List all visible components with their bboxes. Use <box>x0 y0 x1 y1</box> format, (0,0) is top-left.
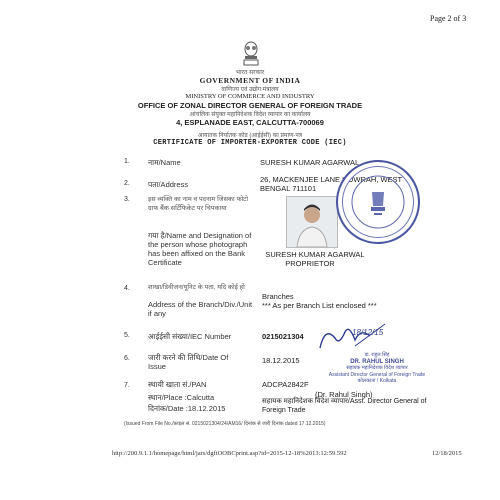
row-number: 5. <box>124 332 130 339</box>
stamp-line: DR. RAHUL SINGH <box>350 358 404 365</box>
field-label-hindi: इस व्यक्ति का नाम व पदनाम जिसका फोटो ग्राफ बैंक सर्टिफिकेट पर चिपकाया <box>148 196 249 212</box>
signature-date: 18/12/15 <box>352 328 384 337</box>
official-seal <box>336 160 420 244</box>
place: स्थान/Place :Calcutta <box>148 393 215 402</box>
page-number: Page 2 of 3 <box>430 14 467 23</box>
ministry-title: MINISTRY OF COMMERCE AND INDUSTRY <box>185 93 315 100</box>
stamp-line: डा. राहुल सिंह <box>364 352 390 358</box>
hindi-ministry: वाणिज्य एवं उद्योग मंत्रालय <box>221 87 279 93</box>
certificate-title: CERTIFICATE OF IMPORTER-EXPORTER CODE (IEC) <box>153 139 347 147</box>
field-value-pan: ADCPA2842F <box>262 380 309 389</box>
stamp-line: कोलकाता / Kolkata <box>357 378 397 384</box>
hindi-certificate-title: आयातक निर्यातक कोड (आईईसी) का प्रमाण-पत्र <box>197 133 303 139</box>
stamp-line: Assistant Director General of Foreign Trade <box>328 371 426 378</box>
field-label: नाम/Name <box>148 158 181 167</box>
national-emblem-icon <box>240 40 262 68</box>
photo-caption-name: SURESH KUMAR AGARWAL <box>265 250 365 259</box>
field-label-hindi: शाखा/डिवीजन/यूनिट के पता, यदि कोई हो <box>148 284 245 291</box>
designation-stamp <box>322 352 432 385</box>
row-number: 2. <box>124 180 130 187</box>
field-value-iec: 0215021304 <box>262 332 304 341</box>
hindi-government: भारत सरकार <box>235 70 265 76</box>
issued-from-note: (Issued From File No./फ़ाइल सं. 0215021304/24/AM16/ दिनांक से जारी दिनांक dated 17.12.2015) <box>124 421 326 427</box>
branches-label: Branches <box>262 292 294 301</box>
row-number: 6. <box>124 355 130 362</box>
footer-url: http://200.9.1.1/homepage/html/jars/dgftOOBCprint.asp?id=2015-12-18%2013:12:59.592 <box>112 450 347 457</box>
field-label: स्थायी खाता सं./PAN <box>148 380 207 389</box>
signatory-name: (Dr. Rahul Singh) <box>315 390 373 399</box>
field-label: आईईसी संख्या/IEC Number <box>148 332 232 341</box>
field-label: Address of the Branch/Div./Unit if any <box>148 300 253 318</box>
hindi-office: आंचलिक संयुक्त महानिदेशक विदेश व्यापार का कार्यालय <box>189 112 311 118</box>
field-value-date-of-issue: 18.12.2015 <box>262 356 300 365</box>
header-block <box>100 68 400 127</box>
field-value-name: SURESH KUMAR AGARWAL <box>260 158 360 167</box>
date: दिनांक/Date :18.12.2015 <box>148 404 226 413</box>
signatory-title: सहायक महानिदेशक विदेश व्यापार/Asst. Director General of Foreign Trade <box>262 398 427 414</box>
footer-date: 12/18/2015 <box>432 450 462 457</box>
field-label: पता/Address <box>148 180 189 189</box>
office-title: OFFICE OF ZONAL DIRECTOR GENERAL OF FOREIGN TRADE <box>137 101 363 110</box>
applicant-photo <box>286 196 338 248</box>
photo-caption-designation: PROPRIETOR <box>285 259 335 268</box>
field-label: Issue <box>148 362 166 371</box>
field-label: गया है/Name and Designation of the person whose photograph has been affixed on the Bank Certificate <box>148 231 252 267</box>
row-number: 7. <box>124 382 130 389</box>
stamp-line: सहायक महानिदेशक विदेश व्यापार <box>346 365 408 371</box>
row-number: 4. <box>124 285 130 292</box>
field-value-branch: *** As per Branch List enclosed *** <box>262 301 377 310</box>
government-title: GOVERNMENT OF INDIA <box>199 76 301 85</box>
field-label: जारी करने की तिथि/Date Of <box>148 353 229 362</box>
row-number: 1. <box>124 158 130 165</box>
field-value-address: 26, MACKENJEE LANE HOWRAH, WEST BENGAL 711101 <box>260 175 402 193</box>
office-address: 4, ESPLANADE EAST, CALCUTTA-700069 <box>176 118 324 127</box>
row-number: 3. <box>124 196 130 203</box>
certificate-title-block <box>100 131 400 147</box>
